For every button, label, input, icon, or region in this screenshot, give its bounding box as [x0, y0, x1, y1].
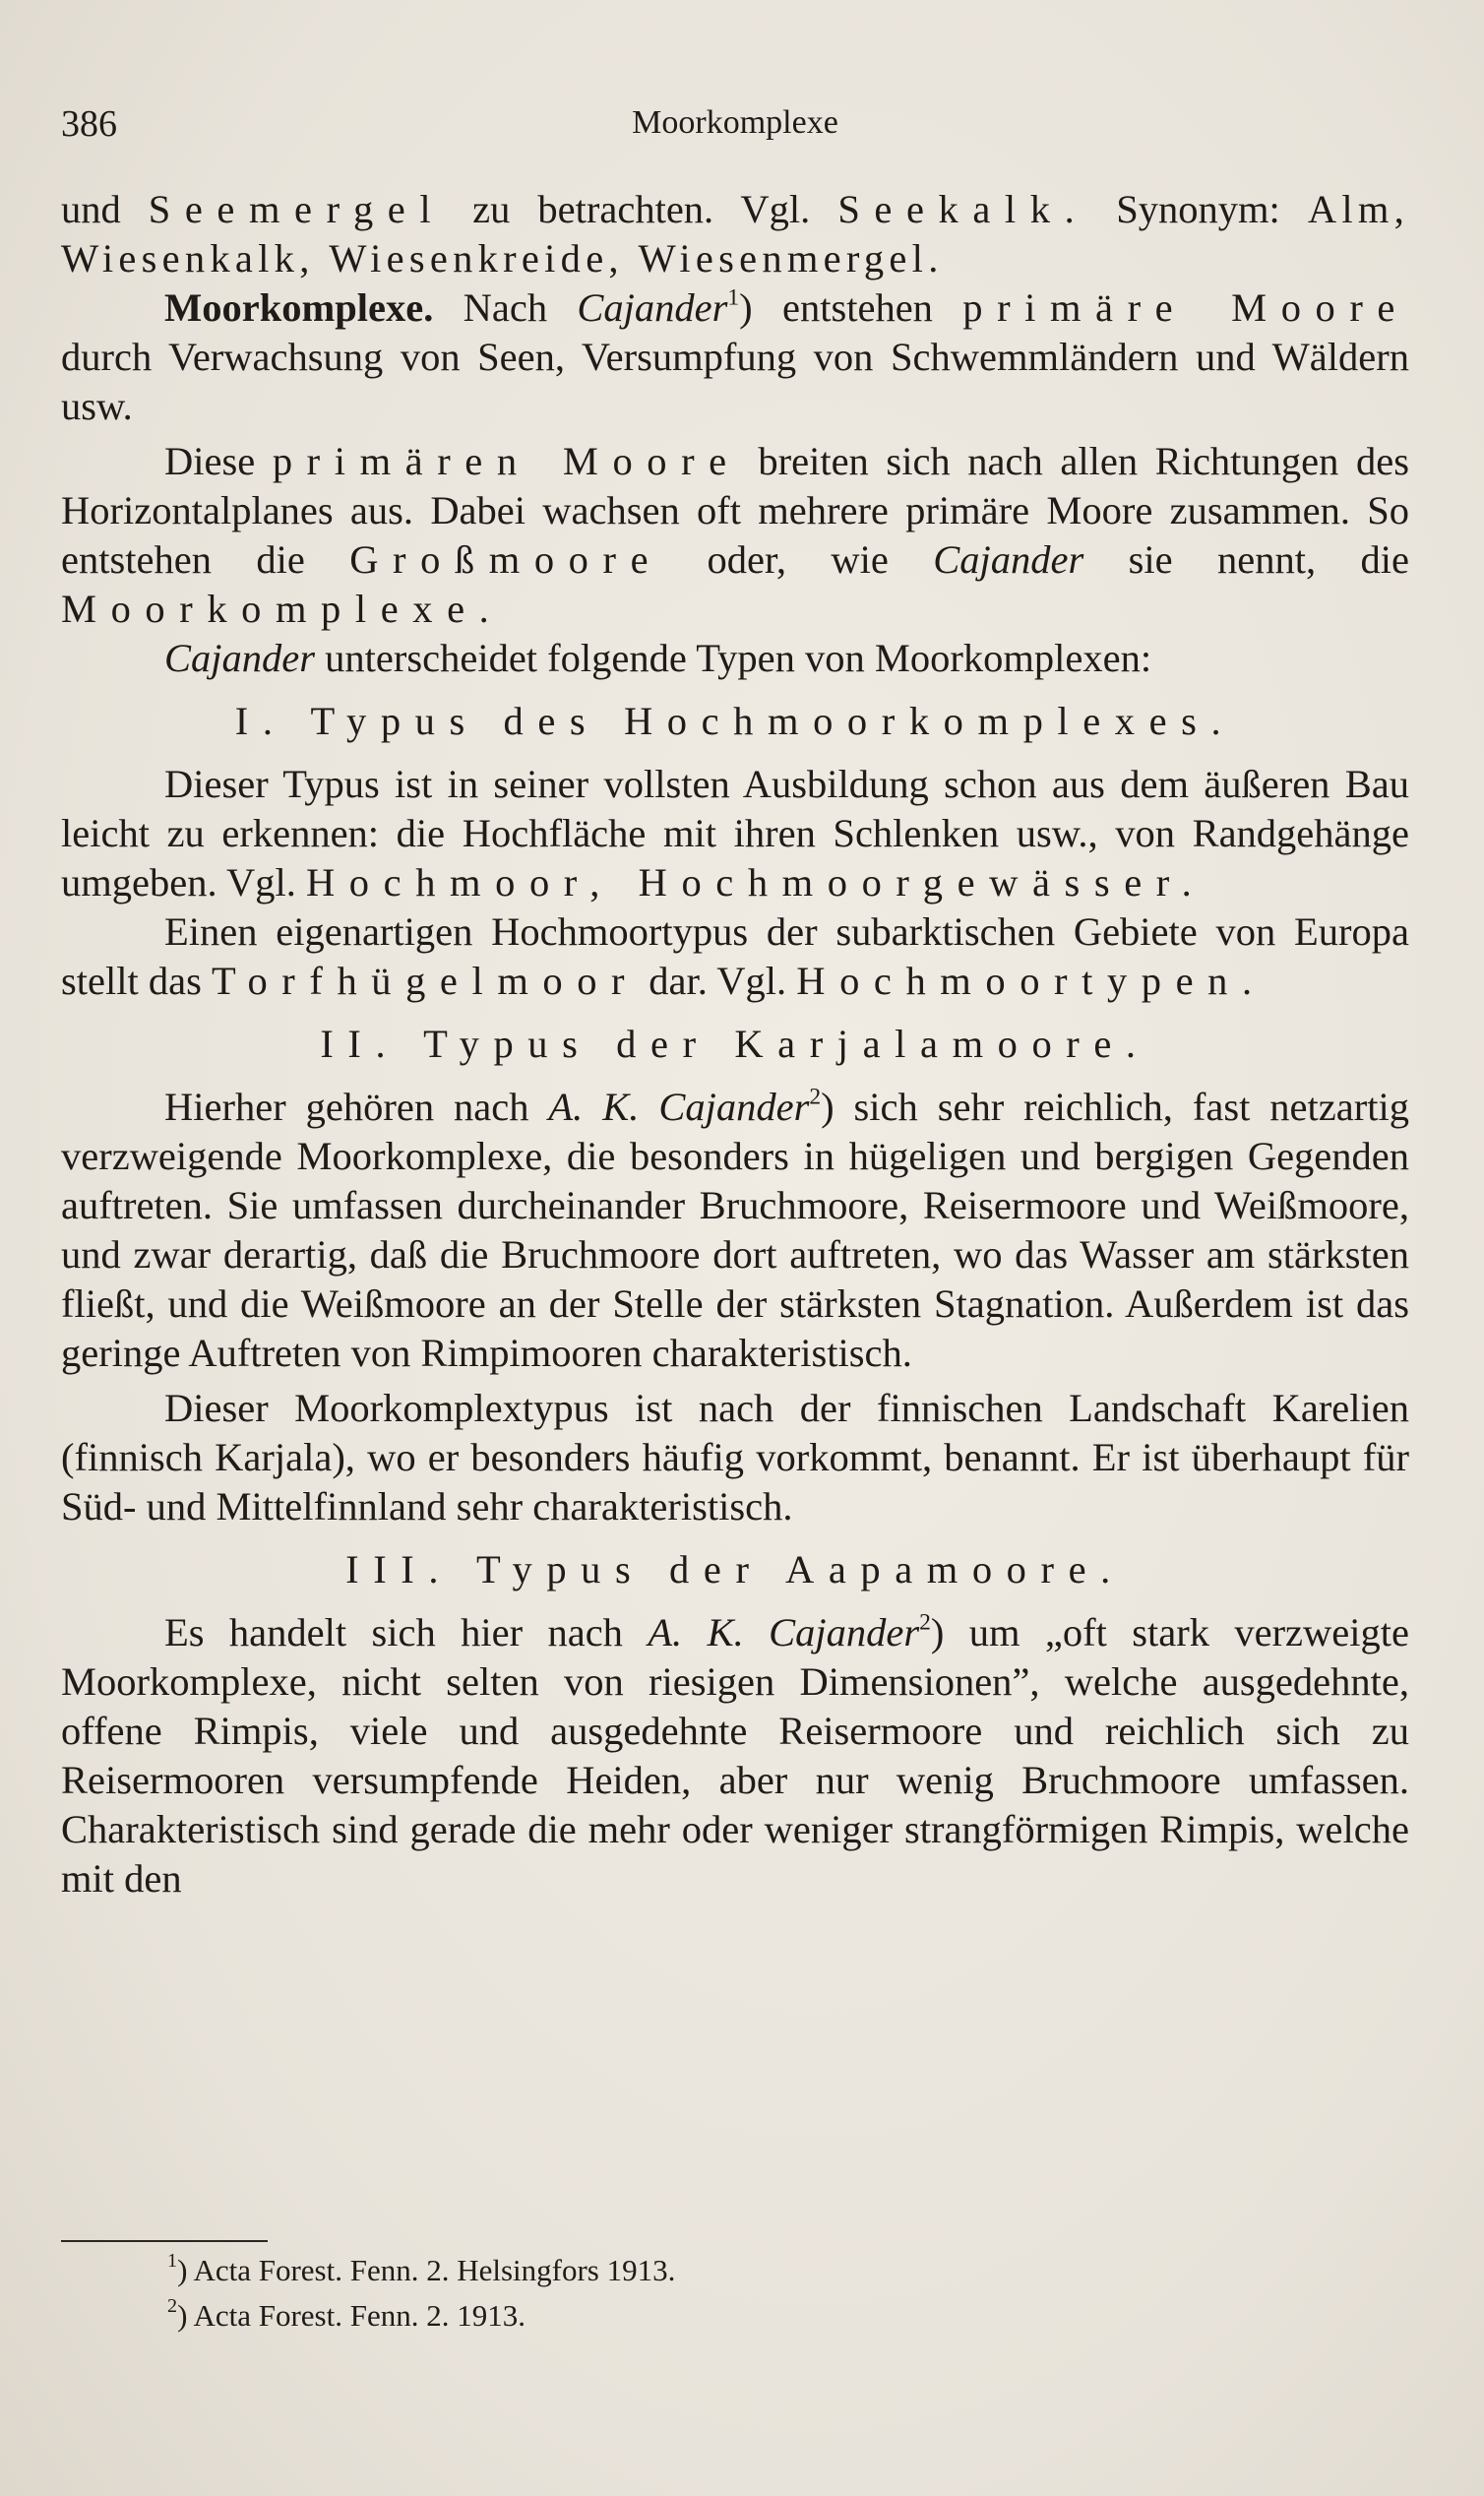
section-heading-3: III. Typus der Aapamoore. [345, 1547, 1125, 1591]
spaced-term: Hochmoortypen. [796, 959, 1267, 1003]
text-run: ) um „oft stark verzweigte Moorkomplexe, nicht selten von riesigen Dimensionen”, welche ausgedehnte, offene Rimpis, viele und ausgedehnte Reisermoore und reichlich sich zu Reisermooren versumpfende Heiden, aber nur wenig Bruchmoore umfassen. Charakteristisch sind gerade die mehr oder weniger strangförmigen Rimpis, welche mit den [61, 1610, 1409, 1901]
spaced-term: Seemergel [148, 187, 446, 231]
footnote-mark: 1 [167, 2249, 178, 2272]
text-run: unterscheidet folgende Typen von Moorkomplexen: [315, 636, 1152, 680]
spaced-term: Alm, Wiesenkalk, Wiesenkreide, Wiesenmergel. [61, 187, 1409, 281]
spaced-term: primären Moore [272, 439, 741, 483]
page-number: 386 [61, 103, 117, 145]
text-run: Einen eigenartigen Hochmoortypus der subarktischen Gebiete von Europa stellt das [61, 909, 1409, 1003]
text-run: Synonym: [1088, 187, 1308, 231]
footnotes [167, 2248, 675, 2339]
spaced-term: Torfhügelmoor [211, 959, 640, 1003]
text-run: oder, wie [662, 537, 934, 582]
footnote-mark: 2 [167, 2294, 178, 2317]
paragraph-6 [61, 907, 1409, 1006]
footnote-text: ) Acta Forest. Fenn. 2. 1913. [177, 2298, 526, 2333]
entry-heading: Moorkomplexe. [164, 285, 434, 330]
text-run: Dieser Typus ist in seiner vollsten Ausbildung schon aus dem äußeren Bau leicht zu erkennen: die Hochfläche mit ihren Schlenken usw., von Randgehänge umgeben. Vgl. [61, 762, 1409, 905]
text-run: ) entstehen [739, 285, 963, 330]
text-run: Hierher gehören nach [164, 1085, 549, 1129]
text-run: Nach [433, 285, 578, 330]
paragraph-1 [61, 185, 1409, 283]
text-run: breiten sich nach allen Richtungen des Horizontalplanes aus. Dabei wachsen oft mehrere primäre Moore zusammen. So entstehen die [61, 439, 1410, 582]
author-name: A. K. Cajander [648, 1610, 920, 1654]
spaced-term: Hochmoor, Hochmoorgewässer. [305, 860, 1206, 905]
text-run: zu betrachten. Vgl. [445, 187, 838, 231]
paragraph-4 [61, 634, 1409, 683]
paragraph-5 [61, 760, 1409, 907]
text-run: Es handelt sich hier nach [164, 1610, 649, 1654]
text-run: sie nennt, die [1083, 537, 1409, 582]
section-heading-2: II. Typus der Karjalamoore. [320, 1022, 1150, 1066]
spaced-term: Seekalk. [837, 187, 1089, 231]
text-run: Diese [164, 439, 273, 483]
paragraph-3 [61, 437, 1409, 634]
body-text [61, 185, 1409, 1903]
footnote-ref: 2 [919, 1609, 931, 1636]
text-run: ) sich sehr reichlich, fast netzartig verzweigende Moorkomplexe, die besonders in hügeligen und bergigen Gegenden auftreten. Sie umfassen durcheinander Bruchmoore, Reisermoore und Weißmoore, und zwar derartig, daß die Bruchmoore dort auftreten, wo das Wasser am stärksten fließt, und die Weißmoore an der Stelle der stärksten Stagnation. Außerdem ist das geringe Auftreten von Rimpimooren charakteristisch. [61, 1085, 1409, 1375]
section-heading-1: I. Typus des Hochmoorkomplexes. [234, 699, 1236, 743]
author-name: A. K. Cajander [548, 1085, 810, 1129]
footnote-text: ) Acta Forest. Fenn. 2. Helsingfors 1913. [177, 2253, 676, 2287]
footnote-rule [61, 2240, 268, 2242]
text-run: dar. Vgl. [639, 959, 797, 1003]
spaced-term: Moorkomplexe. [61, 587, 504, 631]
footnote-ref: 2 [809, 1084, 822, 1110]
footnote [167, 2248, 675, 2293]
text-run: durch Verwachsung von Seen, Versumpfung von Schwemmländern und Wäldern usw. [61, 335, 1409, 428]
author-name: Cajander [164, 636, 316, 680]
author-name: Cajander [933, 537, 1084, 582]
paragraph-8: Dieser Moorkomplextypus ist nach der finnischen Landschaft Karelien (finnisch Karjala), wo er besonders häufig vorkommt, benannt. Er ist überhaupt für Süd- und Mittelfinnland sehr charakteristisch. [61, 1386, 1409, 1529]
paragraph-2 [61, 283, 1409, 431]
paragraph-7 [61, 1083, 1409, 1378]
paragraph-9 [61, 1608, 1409, 1903]
page-header [61, 102, 1409, 161]
footnote [167, 2293, 675, 2339]
footnote-ref: 1 [727, 284, 740, 311]
spaced-term: Großmoore [349, 537, 663, 582]
running-head: Moorkomplexe [632, 104, 838, 141]
text-run: und [61, 187, 149, 231]
spaced-term: primäre Moore [962, 285, 1409, 330]
author-name: Cajander [577, 285, 728, 330]
